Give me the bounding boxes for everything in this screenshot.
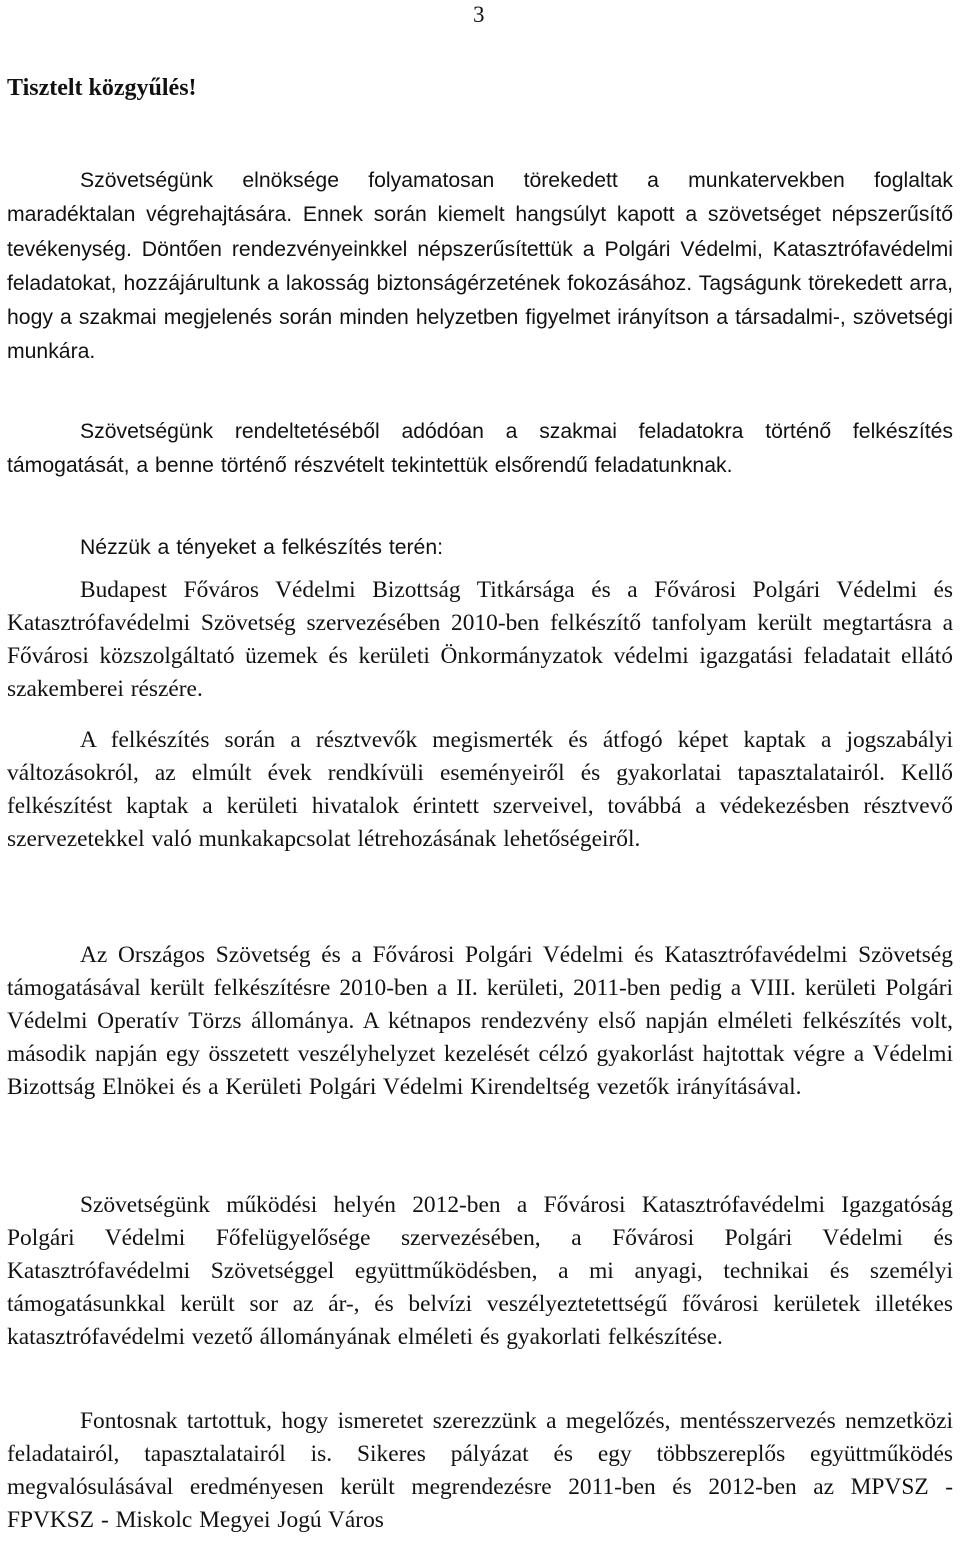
paragraph-international: Fontosnak tartottuk, hogy ismeretet szerezzünk a megelőzés, mentésszervezés nemzetközi feladatairól, tapasztalatairól is. Sikeres pályázat és egy többszereplős együttműködés megvalósulásával eredményesen került megrendezésre 2011-ben és 2012-ben az MPVSZ - FPVKSZ - Miskolc Megyei Jogú Város <box>7 1408 953 1533</box>
paragraph-budapest-course: Budapest Főváros Védelmi Bizottság Titkársága és a Fővárosi Polgári Védelmi és Katasztrófavédelmi Szövetség szervezésében 2010-ben felkészítő tanfolyam került megtartásra a Fővárosi közszolgáltató üzemek és kerületi Önkormányzatok védelmi igazgatási feladatait ellátó szakemberei részére. <box>7 577 953 702</box>
paragraph-facts-intro: Nézzük a tényeket a felkészítés terén: <box>80 536 444 559</box>
paragraph-training-support: Szövetségünk rendeltetéséből adódóan a szakmai feladatokra történő felkészítés támogatását, a benne történő részvételt tekintettük elsőrendű feladatunknak. <box>7 420 953 478</box>
paragraph-flood-training: Szövetségünk működési helyén 2012-ben a Fővárosi Katasztrófavédelmi Igazgatóság Polgári Védelmi Főfelügyelősége szervezésében, a Fővárosi Polgári Védelmi és Katasztrófavédelmi Szövetséggel együttműködésben, a mi anyagi, technikai és személyi támogatásunkkal került sor az ár-, és belvízi veszélyeztetettségű fővárosi kerületek illetékes katasztrófavédelmi vezető állományának elméleti és gyakorlati felkészítése. <box>7 1192 953 1350</box>
page-number: 3 <box>473 2 485 27</box>
paragraph-participants: A felkészítés során a résztvevők megismerték és átfogó képet kaptak a jogszabályi változásokról, az elmúlt évek rendkívüli eseményeiről és gyakorlatai tapasztalatairól. Kellő felkészítést kaptak a kerületi hivatalok érintett szerveivel, továbbá a védekezésben résztvevő szervezetekkel való munkakapcsolat létrehozásának lehetőségeiről. <box>7 727 953 852</box>
greeting-heading: Tisztelt közgyűlés! <box>7 75 197 101</box>
paragraph-presidency-activity: Szövetségünk elnöksége folyamatosan törekedett a munkatervekben foglaltak maradéktalan végrehajtására. Ennek során kiemelt hangsúlyt kapott a szövetséget népszerűsítő tevékenység. Döntően rendezvényeinkkel népszerűsítettük a Polgári Védelmi, Katasztrófavédelmi feladatokat, hozzájárultunk a lakosság biztonságérzetének fokozásához. Tagságunk törekedett arra, hogy a szakmai megjelenés során minden helyzetben figyelmet irányítson a társadalmi-, szövetségi munkára. <box>7 169 953 364</box>
paragraph-district-training: Az Országos Szövetség és a Fővárosi Polgári Védelmi és Katasztrófavédelmi Szövetség támogatásával került felkészítésre 2010-ben a II. kerületi, 2011-ben pedig a VIII. kerületi Polgári Védelmi Operatív Törzs állománya. A kétnapos rendezvény első napján elméleti felkészítés volt, második napján egy összetett veszélyhelyzet kezelését célzó gyakorlást hajtottak végre a Védelmi Bizottság Elnökei és a Kerületi Polgári Védelmi Kirendeltség vezetők irányításával. <box>7 942 953 1100</box>
